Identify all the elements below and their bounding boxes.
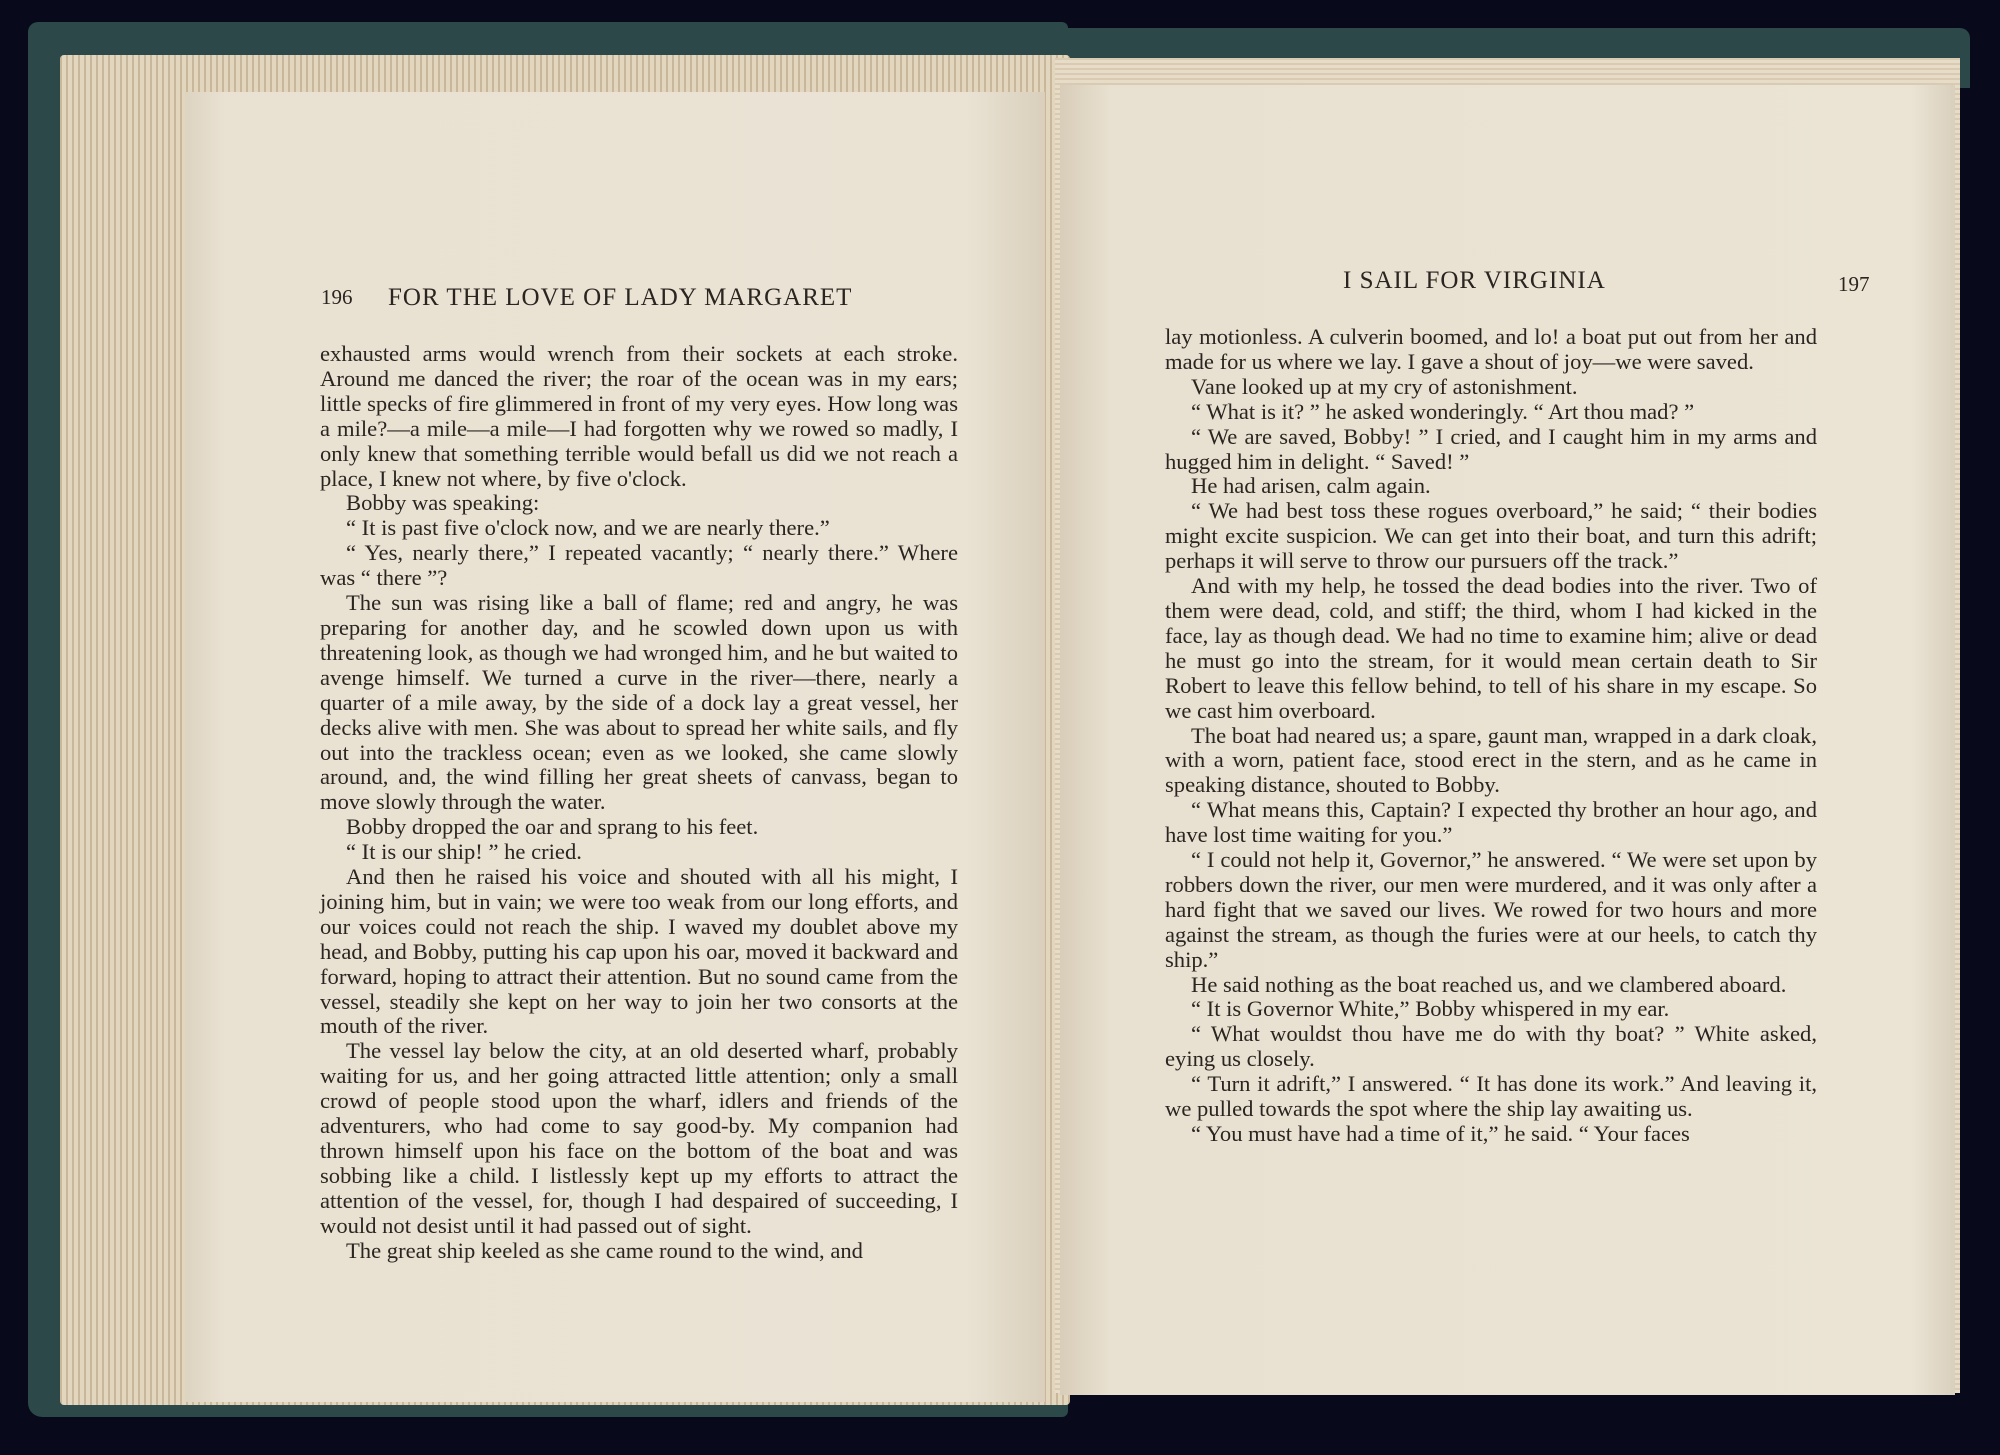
page-number: 196: [321, 285, 353, 309]
paragraph: “ You must have had a time of it,” he said. “ Your faces: [1191, 1121, 1690, 1146]
paragraph: exhausted arms would wrench from their sockets at each stroke. Around me danced the river; the roar of the ocean was in my ears; little specks of fire glimmered in front of my very eyes. How long was a mile?—a mile—a mile—I had forgotten why we rowed so madly, I only knew that something terrible would befall us did we not reach a place, I knew not where, by five o'clock.: [320, 341, 958, 491]
paragraph: “ What is it? ” he asked wonderingly. “ Art thou mad? ”: [1191, 398, 1695, 424]
paragraph: “ What means this, Captain? I expected thy brother an hour ago, and have lost time waiting for you.”: [1165, 797, 1817, 848]
paragraph: Vane looked up at my cry of astonishment.: [1191, 373, 1578, 399]
paragraph: “ It is our ship! ” he cried.: [346, 839, 582, 865]
paragraph: He said nothing as the boat reached us, and we clambered aboard.: [1191, 971, 1787, 997]
paragraph: “ We are saved, Bobby! ” I cried, and I caught him in my arms and hugged him in delight. “ Saved! ”: [1165, 423, 1817, 474]
paragraph: The sun was rising like a ball of flame; red and angry, he was preparing for another day, and he scowled down upon us with threatening look, as though we had wronged him, and he but waited to avenge himself. We turned a curve in the river—there, nearly a quarter of a mile away, by the side of a dock lay a great vessel, her decks alive with men. She was about to spread her white sails, and fly out into the trackless ocean; even as we looked, she came slowly around, and, the wind filling her great sheets of canvass, began to move slowly through the water.: [320, 590, 958, 815]
paragraph: He had arisen, calm again.: [1191, 473, 1431, 499]
right-page: [1060, 85, 1955, 1395]
paragraph: lay motionless. A culverin boomed, and lo! a boat put out from her and made for us where we lay. I gave a shout of joy—we were saved.: [1165, 324, 1817, 374]
page-number: 197: [1838, 272, 1870, 296]
paragraph: Bobby dropped the oar and sprang to his feet.: [346, 814, 759, 840]
paragraph: “ What wouldst thou have me do with thy boat? ” White asked, eying us closely.: [1165, 1021, 1817, 1072]
page-body: [1165, 325, 1817, 1147]
paragraph: The boat had neared us; a spare, gaunt man, wrapped in a dark cloak, with a worn, patient face, stood erect in the stern, and as he came in speaking distance, shouted to Bobby.: [1165, 722, 1817, 798]
paragraph: “ Yes, nearly there,” I repeated vacantly; “ nearly there.” Where was “ there ”?: [320, 540, 958, 591]
paragraph: “ We had best toss these rogues overboard,” he said; “ their bodies might excite suspicion. We can get into their boat, and turn this adrift; perhaps it will serve to throw our pursuers off the track.”: [1165, 498, 1817, 574]
paragraph: “ Turn it adrift,” I answered. “ It has done its work.” And leaving it, we pulled towards the spot where the ship lay awaiting us.: [1165, 1071, 1817, 1122]
paragraph: The vessel lay below the city, at an old deserted wharf, probably waiting for us, and her going attracted little attention; only a small crowd of people stood upon the wharf, idlers and friends of the adventurers, who had come to say good-by. My companion had thrown himself upon his face on the bottom of the boat and was sobbing like a child. I listlessly kept up my efforts to attract the attention of the vessel, for, though I had despaired of succeeding, I would not desist until it had passed out of sight.: [320, 1038, 958, 1238]
paragraph: Bobby was speaking:: [346, 490, 540, 516]
running-head: FOR THE LOVE OF LADY MARGARET: [388, 284, 853, 311]
paragraph: And with my help, he tossed the dead bodies into the river. Two of them were dead, cold, and stiff; the third, whom I had kicked in the face, lay as though dead. We had no time to examine him; alive or dead he must go into the stream, for it would mean certain death to Sir Robert to leave this fellow behind, to tell of his share in my escape. So we cast him overboard.: [1165, 573, 1817, 723]
paragraph: “ I could not help it, Governor,” he answered. “ We were set upon by robbers down the river, our men were murdered, and it was only after a hard fight that we saved our lives. We rowed for two hours and more against the stream, as though the furies were at our heels, to catch thy ship.”: [1165, 847, 1817, 972]
paragraph: “ It is past five o'clock now, and we are nearly there.”: [346, 515, 830, 541]
left-page: [185, 92, 1045, 1402]
running-head: I SAIL FOR VIRGINIA: [1343, 267, 1606, 294]
page-body: [320, 342, 958, 1264]
paragraph: “ It is Governor White,” Bobby whispered in my ear.: [1191, 996, 1670, 1022]
paragraph: And then he raised his voice and shouted with all his might, I joining him, but in vain; we were too weak from our long efforts, and our voices could not reach the ship. I waved my doublet above my head, and Bobby, putting his cap upon his oar, moved it backward and forward, hoping to attract their attention. But no sound came from the vessel, steadily she kept on her way to join her two consorts at the mouth of the river.: [320, 864, 958, 1039]
paragraph: The great ship keeled as she came round to the wind, and: [346, 1237, 863, 1263]
